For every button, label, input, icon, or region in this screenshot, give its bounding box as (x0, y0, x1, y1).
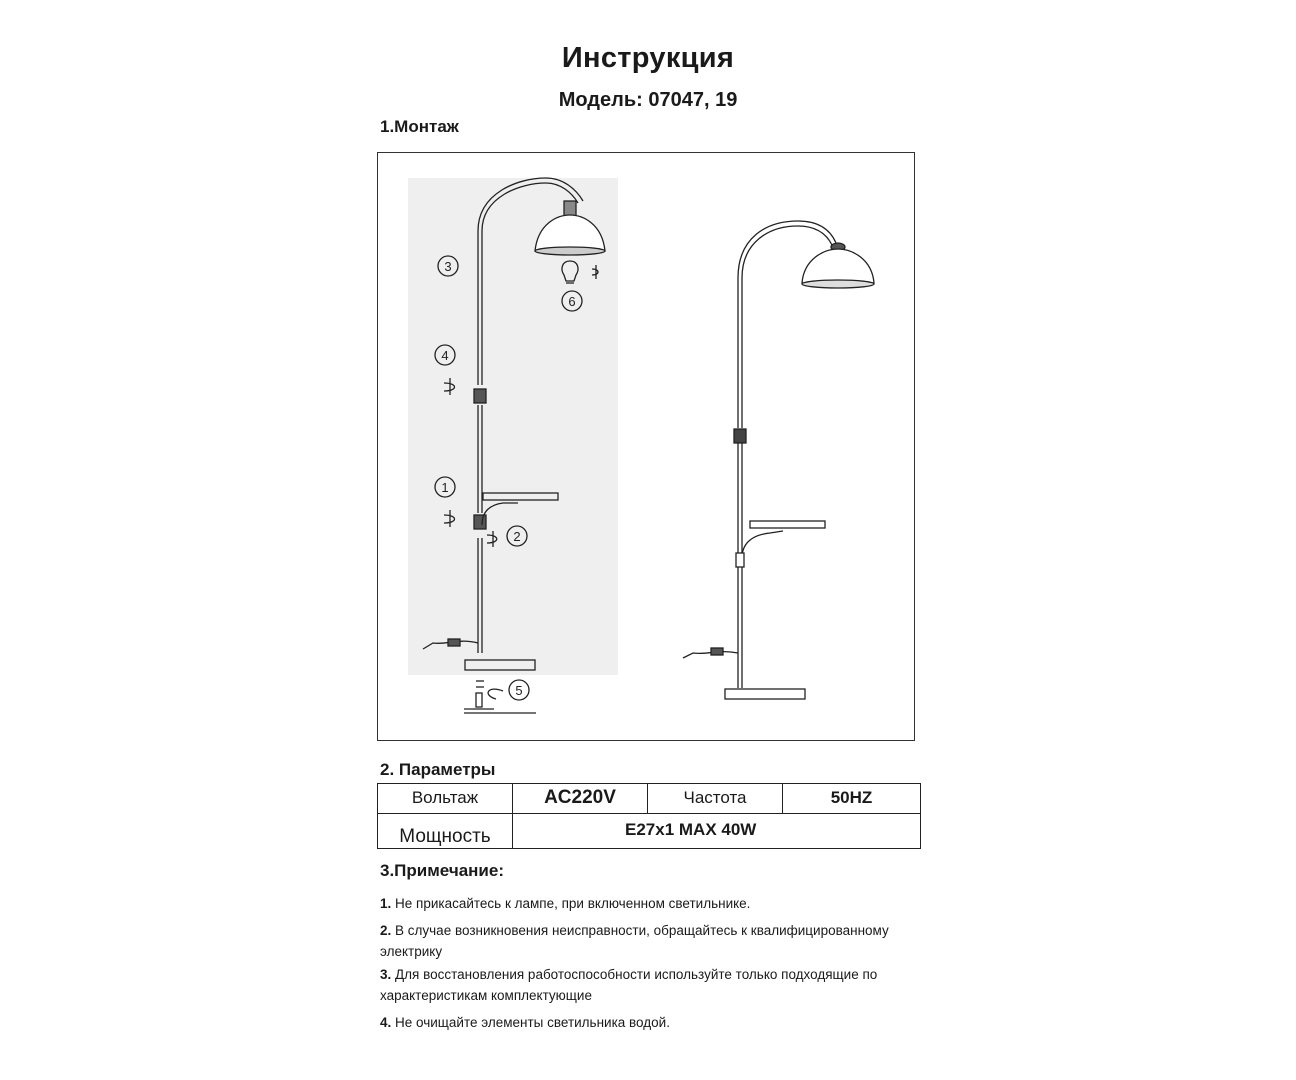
assembled-base (725, 689, 805, 699)
assembled-shelf (750, 521, 825, 528)
assembly-drawing (378, 153, 916, 742)
list-item: 4. Не очищайте элементы светильника водой. (380, 1015, 670, 1030)
step-label-4: 4 (441, 348, 449, 363)
base-screw (476, 693, 482, 707)
voltage-label: Вольтаж (378, 784, 513, 814)
step-label-1: 1 (441, 480, 449, 495)
section-notes-heading: 3.Примечание: (380, 861, 504, 880)
cord-switch (448, 639, 460, 646)
page-title: Инструкция (561, 42, 735, 74)
table-row (378, 813, 921, 848)
pole-joint-middle (474, 515, 486, 529)
list-item: 1. Не прикасайтесь к лампе, при включенном светильнике. (380, 896, 751, 911)
step-label-3: 3 (444, 259, 452, 274)
assembled-lamp (683, 221, 874, 699)
assembly-diagram (377, 152, 915, 741)
section-mount-heading: 1.Монтаж (380, 117, 459, 136)
table-row (378, 784, 921, 814)
step-label-6: 6 (568, 294, 576, 309)
assembled-shade (802, 249, 874, 283)
pole-joint-upper (474, 389, 486, 403)
power-label: Мощность (378, 813, 513, 848)
rotate-arrow-5 (488, 689, 503, 699)
voltage-value: AC220V (513, 784, 648, 814)
model-number: Модель: 07047, 19 (558, 89, 738, 111)
step-label-2: 2 (513, 529, 521, 544)
list-item: 3. Для восстановления работоспособности используйте только подходящие по характеристикам комплектующие (380, 967, 878, 1003)
assembled-shelf-bracket (742, 531, 783, 558)
notes-list (380, 893, 940, 1039)
parameters-table (377, 783, 921, 849)
frequency-value: 50HZ (783, 784, 921, 814)
assembled-joint (734, 429, 746, 443)
section-params-heading: 2. Параметры (380, 760, 496, 779)
step-label-5: 5 (515, 683, 523, 698)
power-value: E27x1 MAX 40W (513, 813, 921, 848)
list-item: 2. В случае возникновения неисправности, обращайтесь к квалифицированному электрику (380, 923, 889, 959)
assembled-arc-pole (738, 221, 836, 428)
frequency-label: Частота (648, 784, 783, 814)
